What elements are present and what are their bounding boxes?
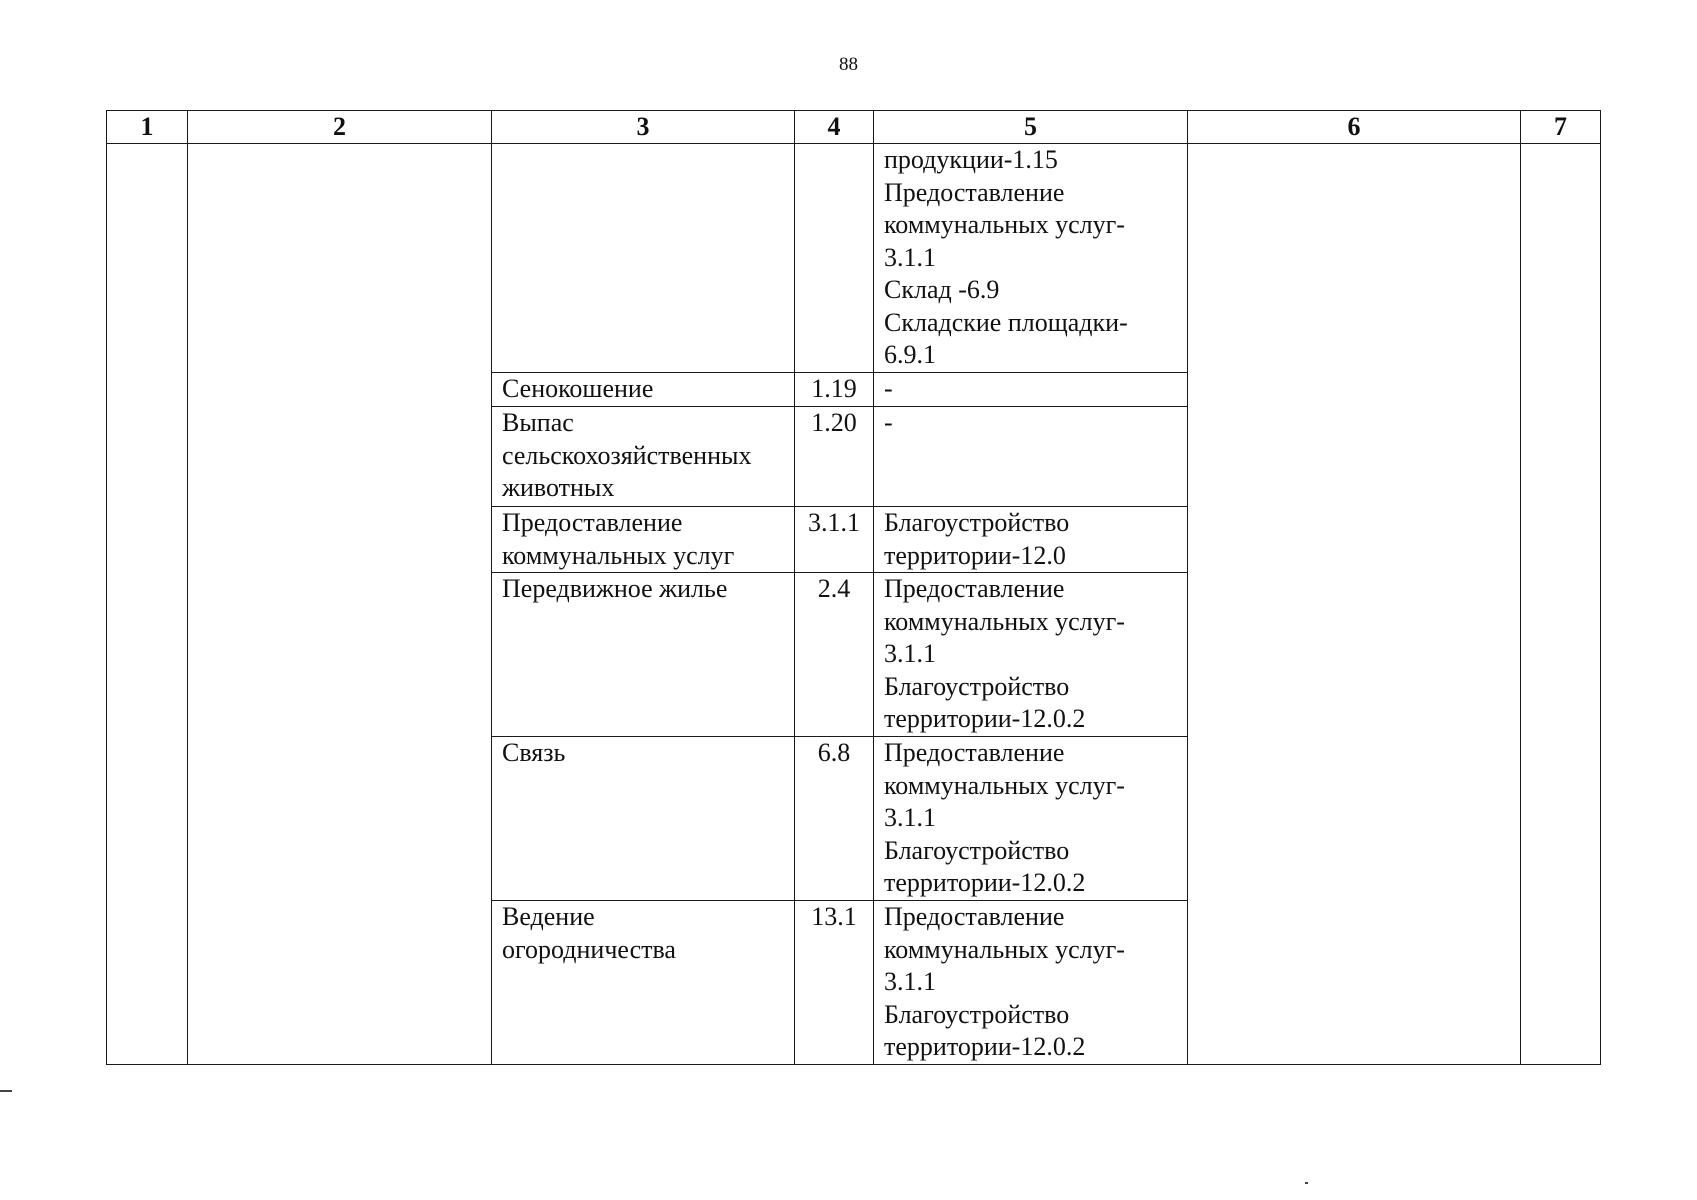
cell-related-uses [874,901,1188,1065]
cell-col-6 [1188,144,1521,1065]
use-name-line: животных [502,473,615,502]
cell-col-1 [107,144,188,1065]
related-use-line: коммунальных услуг- [884,210,1125,239]
cell-use-name [492,144,795,373]
use-name-line: огородничества [502,934,676,964]
cell-use-code [795,144,874,373]
related-use-line: 3.1.1 [884,803,936,832]
cell-use-code: 13.1 [795,901,874,1065]
header-col-3: 3 [492,111,795,144]
related-use-line: Предоставление [884,177,1065,207]
related-use-line: Благоустройство [884,671,1070,701]
related-use-line: территории-12.0.2 [884,868,1086,897]
related-use-line: Благоустройство [884,508,1070,537]
use-name-line: сельскохозяйственных [502,440,752,470]
related-use-line: территории-12.0 [884,540,1066,570]
scan-mark [0,1090,12,1092]
use-name-line: Предоставление [502,508,683,537]
related-use-line: Склад -6.9 [884,275,1000,304]
cell-use-code: 2.4 [795,573,874,737]
cell-related-uses [874,507,1188,573]
related-use-line: Предоставление [884,574,1065,603]
scan-mark [1305,1182,1308,1184]
related-use-line: Предоставление [884,738,1065,767]
related-use-line: Благоустройство [884,835,1070,865]
related-use-line: коммунальных услуг- [884,770,1125,800]
use-name-line: Ведение [502,902,595,931]
related-use-line: - [884,374,893,403]
related-use-line: Складские площадки- [884,307,1128,337]
related-use-line: продукции-1.15 [884,145,1058,174]
cell-use-code: 1.19 [795,373,874,407]
related-use-line: Благоустройство [884,999,1070,1029]
cell-use-code: 6.8 [795,737,874,901]
use-name-line: коммунальных услуг [502,540,735,570]
related-use-line: Предоставление [884,902,1065,931]
header-col-2: 2 [188,111,492,144]
cell-col-2 [188,144,492,1065]
use-name-line: Связь [502,738,566,767]
cell-col-7 [1521,144,1601,1065]
use-name-line: Сенокошение [502,374,654,403]
cell-use-name [492,901,795,1065]
related-use-line: коммунальных услуг- [884,606,1125,636]
table-row [107,144,1601,373]
cell-use-name [492,573,795,737]
related-use-line: 3.1.1 [884,639,936,668]
related-use-line: 3.1.1 [884,242,936,272]
cell-related-uses [874,407,1188,507]
related-use-line: - [884,408,893,437]
header-col-7: 7 [1521,111,1601,144]
use-name-line: Передвижное жилье [502,574,728,603]
related-use-line: 3.1.1 [884,967,936,996]
header-col-5: 5 [874,111,1188,144]
cell-related-uses [874,737,1188,901]
use-name-line: Выпас [502,408,574,437]
page-number: 88 [839,54,858,75]
header-col-1: 1 [107,111,188,144]
cell-use-name [492,407,795,507]
related-use-line: 6.9.1 [884,340,936,369]
header-col-4: 4 [795,111,874,144]
table-header-row [107,111,1601,144]
cell-related-uses [874,144,1188,373]
cell-use-code: 3.1.1 [795,507,874,573]
related-use-line: территории-12.0.2 [884,1032,1086,1061]
header-col-6: 6 [1188,111,1521,144]
cell-related-uses [874,373,1188,407]
cell-use-name [492,507,795,573]
related-use-line: коммунальных услуг- [884,934,1125,964]
related-use-line: территории-12.0.2 [884,704,1086,733]
permitted-use-table [106,110,1601,1065]
cell-use-name [492,373,795,407]
cell-related-uses [874,573,1188,737]
cell-use-code: 1.20 [795,407,874,507]
cell-use-name [492,737,795,901]
